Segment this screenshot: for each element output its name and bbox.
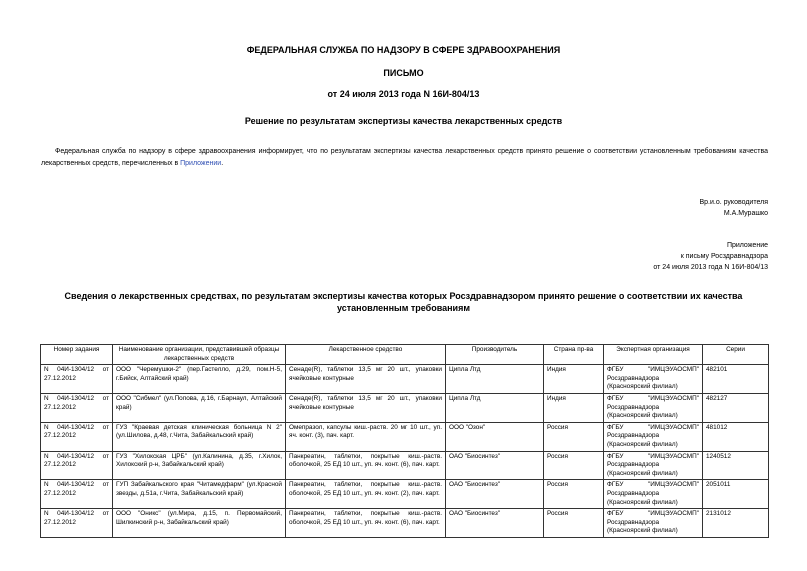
cell-manufacturer: Ципла Лтд <box>446 393 544 422</box>
cell-lab: ФГБУ "ИМЦЭУАОСМП" Росздравнадзора (Красноярский филиал) <box>604 365 703 394</box>
cell-org: ГУП Забайкальского края "Читамедфарм" (ул.Красной звезды, д.51а, г.Чита, Забайкальский край) <box>113 480 286 509</box>
col-header-manufacturer: Производитель <box>446 345 544 365</box>
cell-drug: Сенаде(R), таблетки 13,5 мг 20 шт., упаковки ячейковые контурные <box>286 393 446 422</box>
cell-task: N 04И-1304/12 от 27.12.2012 <box>41 451 113 480</box>
cell-manufacturer: ООО "Озон" <box>446 422 544 451</box>
col-header-org: Наименование организации, представившей образцы лекарственных средств <box>113 345 286 365</box>
col-header-country: Страна пр-ва <box>544 345 604 365</box>
document-date-number: от 24 июля 2013 года N 16И-804/13 <box>327 89 480 99</box>
col-header-task: Номер задания <box>41 345 113 365</box>
cell-task: N 04И-1304/12 от 27.12.2012 <box>41 422 113 451</box>
cell-org: ГУЗ "Краевая детская клиническая больница N 2" (ул.Шилова, д.48, г.Чита, Забайкальский край) <box>113 422 286 451</box>
table-row <box>41 422 769 451</box>
document-subject: Решение по результатам экспертизы качества лекарственных средств <box>244 116 563 126</box>
section-title: Сведения о лекарственных средствах, по результатам экспертизы качества которых Росздравнадзором принято решение о соответствии их качества установленным требованиям <box>64 291 743 313</box>
cell-drug: Панкреатин, таблетки, покрытые киш.-раств. оболочкой, 25 ЕД 10 шт., уп. яч. конт. (6), пач. карт. <box>286 451 446 480</box>
cell-task: N 04И-1304/12 от 27.12.2012 <box>41 509 113 538</box>
cell-manufacturer: ОАО "Биосинтез" <box>446 509 544 538</box>
intro-end: . <box>221 160 224 167</box>
cell-task: N 04И-1304/12 от 27.12.2012 <box>41 480 113 509</box>
cell-series: 1240512 <box>703 451 769 480</box>
cell-org: ООО "Оникс" (ул.Мира, д.15, п. Первомайский, Шилкинский р-н, Забайкальский край) <box>113 509 286 538</box>
cell-lab: ФГБУ "ИМЦЭУАОСМП" Росздравнадзора (Красноярский филиал) <box>604 509 703 538</box>
table-row <box>41 509 769 538</box>
cell-lab: ФГБУ "ИМЦЭУАОСМП" Росздравнадзора (Красноярский филиал) <box>604 422 703 451</box>
appendix-block <box>653 240 768 273</box>
cell-country: Индия <box>544 365 604 394</box>
cell-lab: ФГБУ "ИМЦЭУАОСМП" Росздравнадзора (Красноярский филиал) <box>604 393 703 422</box>
table-row <box>41 451 769 480</box>
cell-org: ООО "Черемушки-2" (пер.Гастелло, д.29, пом.Н-5, г.Бийск, Алтайский край) <box>113 365 286 394</box>
cell-country: Индия <box>544 393 604 422</box>
cell-series: 481012 <box>703 422 769 451</box>
table-row <box>41 365 769 394</box>
cell-country: Россия <box>544 480 604 509</box>
col-header-lab: Экспертная организация <box>604 345 703 365</box>
cell-manufacturer: ОАО "Биосинтез" <box>446 451 544 480</box>
appendix-line-3: от 24 июля 2013 года N 16И-804/13 <box>653 264 768 271</box>
cell-task: N 04И-1304/12 от 27.12.2012 <box>41 393 113 422</box>
table-header-row <box>41 345 769 365</box>
cell-country: Россия <box>544 422 604 451</box>
cell-series: 2051011 <box>703 480 769 509</box>
intro-paragraph <box>41 146 768 170</box>
document-type: ПИСЬМО <box>383 68 424 78</box>
cell-drug: Панкреатин, таблетки, покрытые киш.-раств. оболочкой, 25 ЕД 10 шт., уп. яч. конт. (6), пач. карт. <box>286 509 446 538</box>
cell-drug: Омепразол, капсулы киш.-раств. 20 мг 10 шт., уп. яч. конт. (3), пач. карт. <box>286 422 446 451</box>
cell-series: 482127 <box>703 393 769 422</box>
cell-drug: Панкреатин, таблетки, покрытые киш.-раств. оболочкой, 25 ЕД 10 шт., уп. яч. конт. (2), пач. карт. <box>286 480 446 509</box>
cell-series: 482101 <box>703 365 769 394</box>
appendix-line-2: к письму Росздравнадзора <box>680 253 768 260</box>
table-row <box>41 393 769 422</box>
cell-manufacturer: Ципла Лтд <box>446 365 544 394</box>
cell-task: N 04И-1304/12 от 27.12.2012 <box>41 365 113 394</box>
cell-manufacturer: ОАО "Биосинтез" <box>446 480 544 509</box>
col-header-series: Серии <box>703 345 769 365</box>
appendix-line-1: Приложение <box>726 242 768 249</box>
cell-series: 2131012 <box>703 509 769 538</box>
cell-lab: ФГБУ "ИМЦЭУАОСМП" Росздравнадзора (Красноярский филиал) <box>604 451 703 480</box>
table-row <box>41 480 769 509</box>
col-header-drug: Лекарственное средство <box>286 345 446 365</box>
cell-country: Россия <box>544 509 604 538</box>
cell-org: ООО "Сибмел" (ул.Попова, д.16, г.Барнаул, Алтайский край) <box>113 393 286 422</box>
agency-name: ФЕДЕРАЛЬНАЯ СЛУЖБА ПО НАДЗОРУ В СФЕРЕ ЗДРАВООХРАНЕНИЯ <box>246 45 561 55</box>
cell-lab: ФГБУ "ИМЦЭУАОСМП" Росздравнадзора (Красноярский филиал) <box>604 480 703 509</box>
signature-position: Вр.и.о. руководителя <box>699 199 768 206</box>
drugs-table <box>40 344 769 538</box>
appendix-link[interactable]: Приложении <box>180 160 222 167</box>
cell-drug: Сенаде(R), таблетки 13,5 мг 20 шт., упаковки ячейковые контурные <box>286 365 446 394</box>
signature-block <box>699 197 768 219</box>
intro-text: Федеральная служба по надзору в сфере здравоохранения информирует, что по результатам экспертизы качества лекарственных средств принято решение о соответствии установленным требованиям качества лекарственных средств, перечисленных в <box>41 148 768 167</box>
cell-org: ГУЗ "Хилокская ЦРБ" (ул.Калинина, д.35, г.Хилок, Хилокский р-н, Забайкальский край) <box>113 451 286 480</box>
cell-country: Россия <box>544 451 604 480</box>
signature-name: М.А.Мурашко <box>723 210 768 217</box>
